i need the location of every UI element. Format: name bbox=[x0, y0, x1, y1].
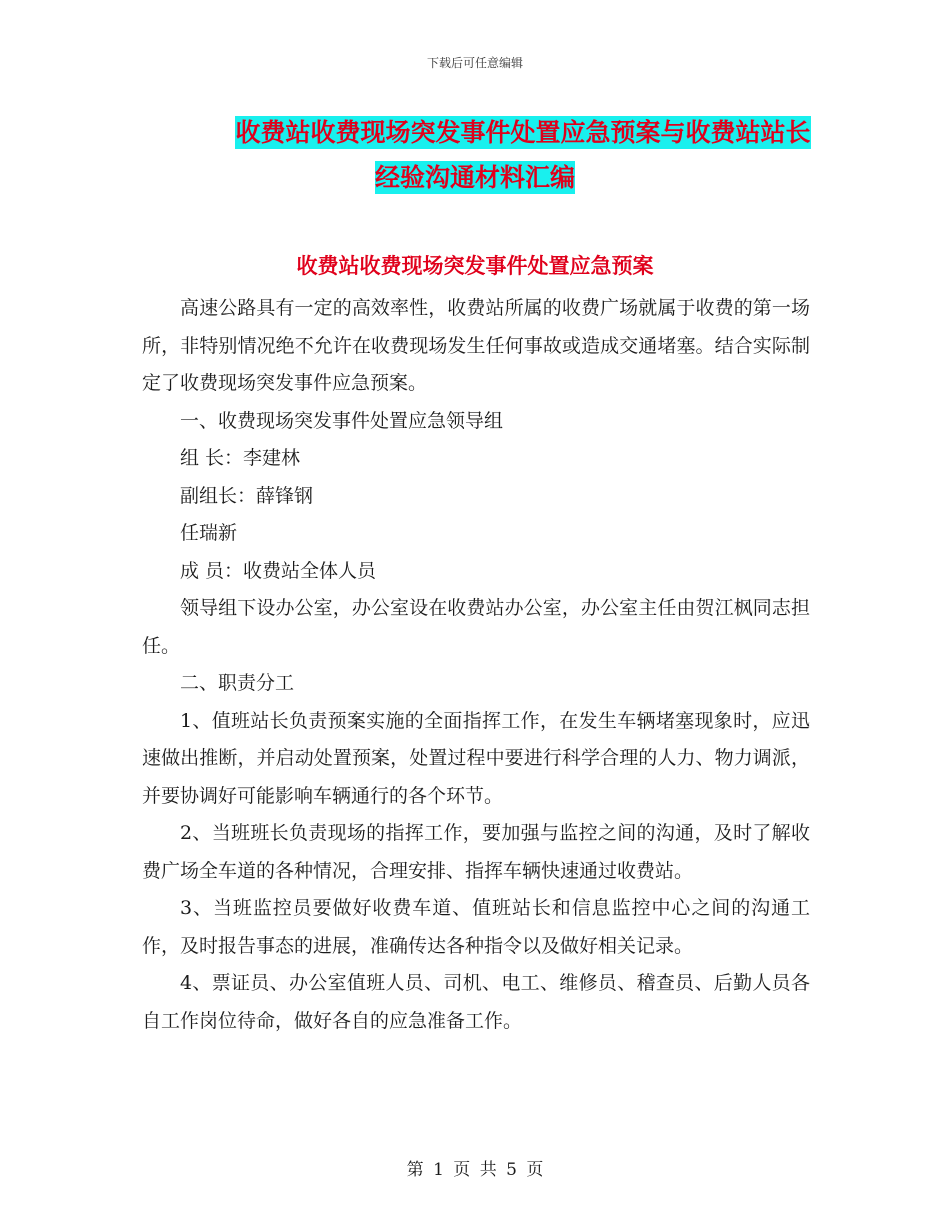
document-body bbox=[142, 290, 810, 1040]
paragraph: 一、收费现场突发事件处置应急领导组 bbox=[180, 409, 504, 432]
paragraph: 副组长：薛锋钢 bbox=[180, 484, 314, 507]
paragraph: 2、当班班长负责现场的指挥工作，要加强与监控之间的沟通，及时了解收费广场全车道的各种情况，合理安排、指挥车辆快速通过收费站。 bbox=[142, 822, 810, 882]
title-line-1-text: 收费站收费现场突发事件处置应急预案与收费站站长 bbox=[235, 118, 811, 147]
paragraph: 任瑞新 bbox=[180, 522, 238, 544]
title-line-2-text: 经验沟通材料汇编 bbox=[374, 163, 575, 192]
paragraph: 3、当班监控员要做好收费车道、值班站长和信息监控中心之间的沟通工作，及时报告事态的进展，准确传达各种指令以及做好相关记录。 bbox=[142, 897, 810, 957]
document-title-line-2 bbox=[0, 158, 950, 194]
page-footer: 第 1 页 共 5 页 bbox=[406, 1160, 544, 1180]
paragraph: 二、职责分工 bbox=[180, 672, 295, 694]
paragraph: 组 长：李建林 bbox=[180, 447, 301, 469]
paragraph: 4、票证员、办公室值班人员、司机、电工、维修员、稽查员、后勤人员各自工作岗位待命，做好各自的应急准备工作。 bbox=[142, 972, 810, 1032]
paragraph: 领导组下设办公室，办公室设在收费站办公室，办公室主任由贺江枫同志担任。 bbox=[142, 597, 810, 657]
header-note: 下载后可任意编辑 bbox=[426, 56, 523, 70]
section-title: 收费站收费现场突发事件处置应急预案 bbox=[296, 254, 654, 278]
paragraph: 1、值班站长负责预案实施的全面指挥工作，在发生车辆堵塞现象时，应迅速做出推断，并启动处置预案，处置过程中要进行科学合理的人力、物力调派，并要协调好可能影响车辆通行的各个环节。 bbox=[142, 709, 810, 807]
paragraph: 高速公路具有一定的高效率性，收费站所属的收费广场就属于收费的第一场所，非特别情况绝不允许在收费现场发生任何事故或造成交通堵塞。结合实际制定了收费现场突发事件应急预案。 bbox=[142, 297, 810, 394]
document-title-line-1 bbox=[48, 113, 950, 149]
paragraph: 成 员：收费站全体人员 bbox=[180, 559, 377, 582]
